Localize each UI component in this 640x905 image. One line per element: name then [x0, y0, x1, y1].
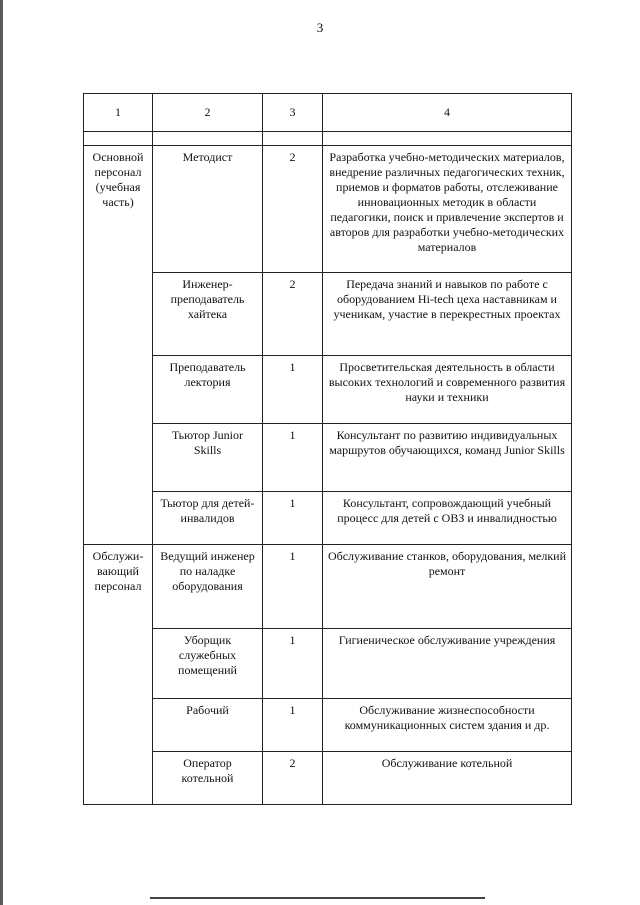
table-row — [84, 356, 572, 424]
table-row — [84, 492, 572, 545]
position-cell: Оператор котельной — [153, 752, 263, 805]
header-cell: 2 — [153, 94, 263, 132]
table-row — [84, 146, 572, 273]
count-cell: 1 — [263, 492, 323, 545]
table-row — [84, 424, 572, 492]
table-row — [84, 752, 572, 805]
scan-edge — [0, 0, 3, 905]
duties-cell: Консультант по развитию индивидуальных маршрутов обучающихся, команд Junior Skills — [323, 424, 572, 492]
position-cell: Преподаватель лектория — [153, 356, 263, 424]
header-cell: 4 — [323, 94, 572, 132]
staff-table — [83, 93, 572, 805]
spacer-row — [84, 132, 572, 146]
group-name-cell: Обслужи-вающий персонал — [84, 545, 153, 805]
position-cell: Инженер-преподаватель хайтека — [153, 273, 263, 356]
position-cell: Методист — [153, 146, 263, 273]
count-cell: 1 — [263, 629, 323, 699]
position-cell: Тьютор Junior Skills — [153, 424, 263, 492]
position-cell: Ведущий инженер по наладке оборудования — [153, 545, 263, 629]
duties-cell: Обслуживание жизнеспособности коммуникационных систем здания и др. — [323, 699, 572, 752]
table-row — [84, 629, 572, 699]
position-cell: Рабочий — [153, 699, 263, 752]
duties-cell: Обслуживание станков, оборудования, мелкий ремонт — [323, 545, 572, 629]
header-cell: 1 — [84, 94, 153, 132]
page-number: 3 — [316, 20, 324, 35]
position-cell: Тьютор для детей-инвалидов — [153, 492, 263, 545]
table-row — [84, 699, 572, 752]
table-row — [84, 545, 572, 629]
count-cell: 2 — [263, 146, 323, 273]
count-cell: 1 — [263, 699, 323, 752]
duties-cell: Разработка учебно-методических материалов, внедрение различных педагогических техник, приемов и форматов работы, отслеживание инновационных методик в области педагогики, поиск и привлечение экспертов и авторов для разработки учебно-методических материалов — [323, 146, 572, 273]
header-cell: 3 — [263, 94, 323, 132]
duties-cell: Обслуживание котельной — [323, 752, 572, 805]
count-cell: 1 — [263, 356, 323, 424]
duties-cell: Консультант, сопровождающий учебный процесс для детей с ОВЗ и инвалидностью — [323, 492, 572, 545]
group-name-cell: Основной персонал (учебная часть) — [84, 146, 153, 545]
duties-cell: Просветительская деятельность в области высоких технологий и современного развития науки и техники — [323, 356, 572, 424]
count-cell: 2 — [263, 273, 323, 356]
count-cell: 1 — [263, 424, 323, 492]
count-cell: 2 — [263, 752, 323, 805]
header-row — [84, 94, 572, 132]
bottom-rule — [150, 897, 485, 899]
position-cell: Уборщик служебных помещений — [153, 629, 263, 699]
count-cell: 1 — [263, 545, 323, 629]
duties-cell: Передача знаний и навыков по работе с оборудованием Hi-tech цеха наставникам и ученикам, участие в перекрестных проектах — [323, 273, 572, 356]
duties-cell: Гигиеническое обслуживание учреждения — [323, 629, 572, 699]
table-row — [84, 273, 572, 356]
